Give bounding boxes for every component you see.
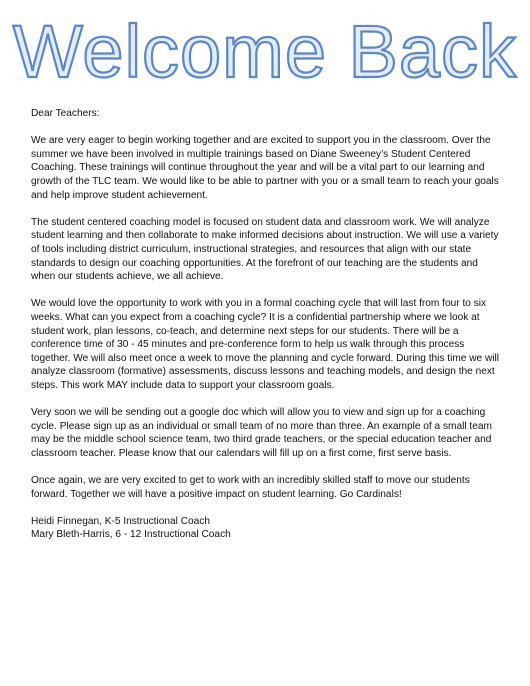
paragraph-sign-up: Very soon we will be sending out a google doc which will allow you to view and sign up for a coaching cycle. Please sign up as an individual or small team of no more than three. An example of a small team may be the middle school science team, two third grade teachers, or the special education teacher and classroom teacher. Please know that our calendars will fill up on a first come, first serve basis. — [31, 407, 492, 459]
paragraph-closing: Once again, we are very excited to get to work with an incredibly skilled staff to move our students forward. Together we will have a positive impact on student learning. Go Cardinals! — [31, 475, 470, 500]
paragraph-coaching-cycle: We would love the opportunity to work with you in a formal coaching cycle that will last from four to six weeks. What can you expect from a coaching cycle? It is a confidential partnership where we look at student work, plan lessons, co-teach, and determine next steps for our students. There will be a conference time of 30 - 45 minutes and pre-conference form to help us walk through this process together. We will also meet once a week to move the planning and cycle forward. During this time we will analyze classroom (formative) assessments, discuss lessons and teaching models, and design the next steps. This work MAY include data to support your classroom goals. — [31, 298, 500, 391]
letter-body — [31, 107, 503, 542]
paragraph-coaching-model: The student centered coaching model is focused on student data and classroom work. We will analyze student learning and then collaborate to make informed decisions about instruction. We will use a variety of tools including district curriculum, instructional strategies, and resources that align with our state standards to design our coaching opportunities. At the forefront of our teaching are the students and when our students achieve, we all achieve. — [31, 216, 499, 283]
signature-block — [31, 515, 503, 542]
paragraph-intro: We are very eager to begin working together and are excited to support you in the classroom. Over the summer we have been involved in multiple trainings based on Diane Sweeney’s Student Centered Coaching. These trainings will continue throughout the year and will be a vital part to our learning and growth of the TLC team. We would like to be able to partner with you or a small team to reach your goals and help improve student achievement. — [31, 135, 499, 201]
salutation: Dear Teachers: — [31, 108, 100, 119]
signature-heidi-finnegan: Heidi Finnegan, K-5 Instructional Coach — [31, 515, 210, 527]
page-title: Welcome Back — [12, 10, 518, 93]
signature-mary-bleth-harris: Mary Bleth-Harris, 6 - 12 Instructional Coach — [31, 529, 231, 541]
